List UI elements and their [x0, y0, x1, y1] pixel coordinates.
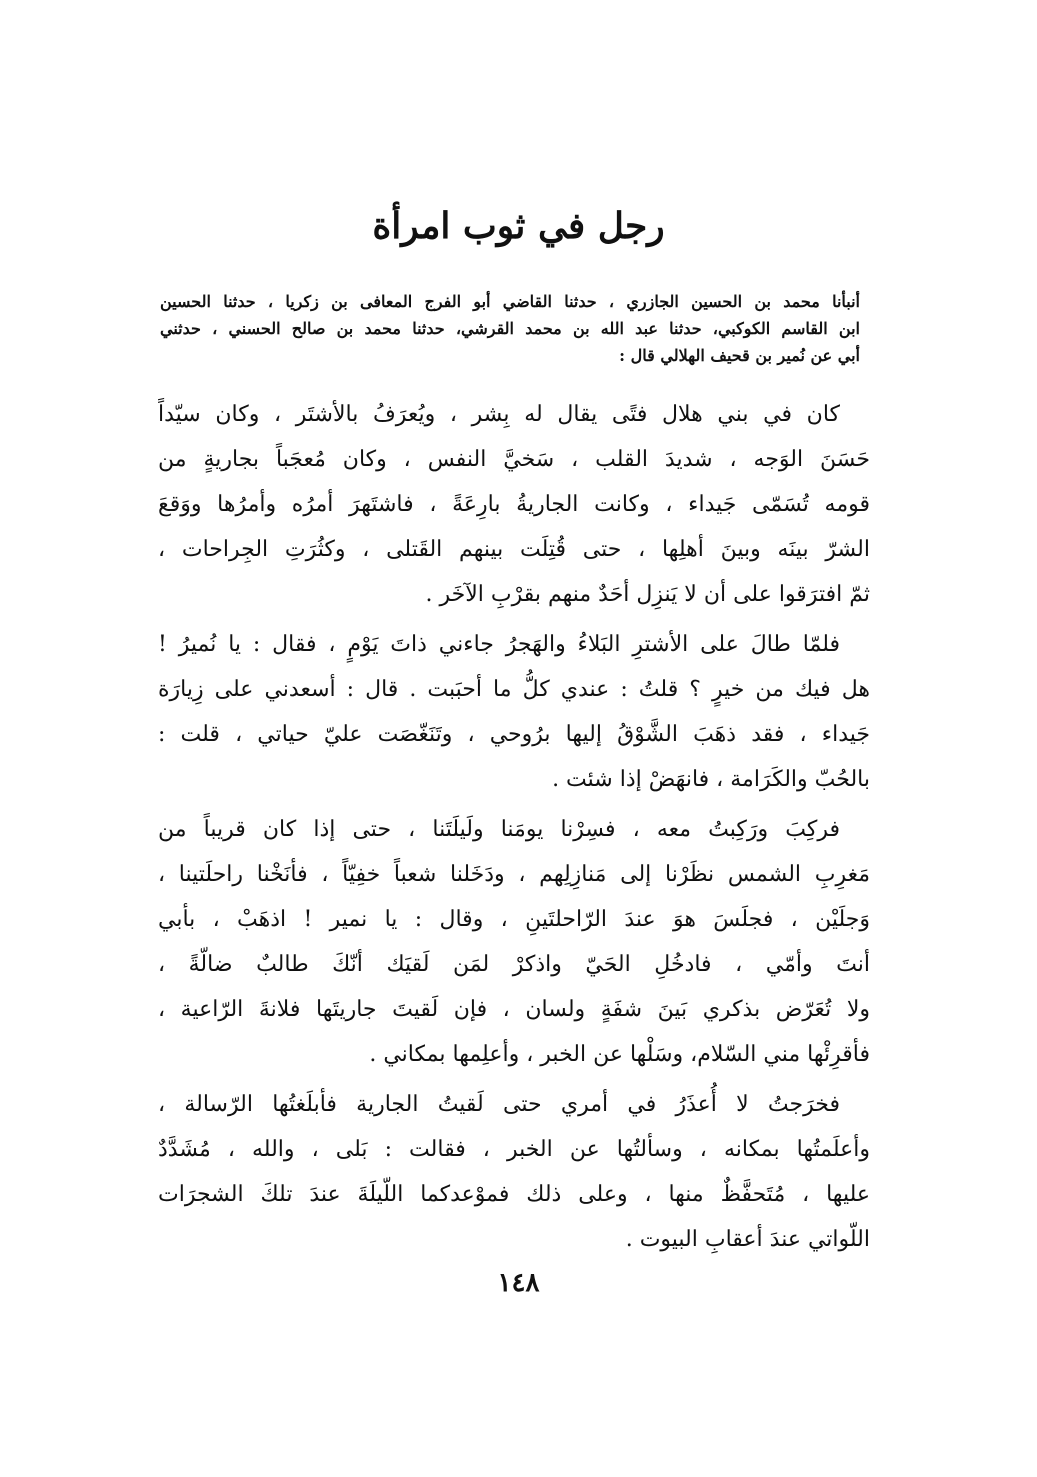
text-line: الشرّ بينَه وبينَ أهلِها ، حتى قُتِلَت بينهم القَتلى ، وكثُرَتِ الجِراحات ،: [158, 537, 870, 562]
isnad-line: أنبأنا محمد بن الحسين الجازري ، حدثنا القاضي أبو الفرج المعافى بن زكريا ، حدثنا الحسين: [160, 292, 860, 311]
page-number: ١٤٨: [497, 1268, 540, 1298]
isnad-line: ابن القاسم الكوكبي، حدثنا عبد الله بن محمد القرشي، حدثنا محمد بن صالح الحسني ، حدثني: [160, 319, 860, 338]
paragraph-4: [158, 1082, 870, 1262]
text-line: أنتَ وأمّي ، فادخُلِ الحَيّ واذكرْ لمَن لَقيَك أنّكَ طالبٌ ضالّةً ،: [158, 952, 870, 977]
text-line: جَيداء ، فقد ذهَبَ الشَّوْقُ إليها برُوحي ، وتَنَغّصَت عليّ حياتي ، قلت :: [158, 722, 870, 747]
isnad-chain: [160, 288, 860, 369]
paragraph-2: [158, 622, 870, 802]
text-line: عليها ، مُتَحفَّظٌ منها ، وعلى ذلك فموْعدكما اللّيلَةَ عندَ تلكَ الشجرَات: [158, 1182, 870, 1207]
text-line: وَجلَيْن ، فجلَسَ هوَ عندَ الرّاحلتَينِ ، وقال : يا نمير ! اذهَبْ ، بأبي: [158, 907, 870, 932]
text-line: قومه تُسَمّى جَيداء ، وكانت الجاريةُ بارِعَةً ، فاشتَهرَ أمرُه وأمرُها ووَقعَ: [158, 492, 870, 517]
text-line: فخرَجتُ لا أُعذَرُ في أمري حتى لَقيتُ الجارية فأبلَغتُها الرّسالة ،: [158, 1092, 840, 1117]
text-line: كان في بني هلال فتًى يقال له بِشر ، ويُعرَفُ بالأشتَر ، وكان سيّداً: [158, 402, 840, 427]
text-line: ثمّ افترَقوا على أن لا يَنزِل أحَدٌ منهم بقرْبِ الآخَر .: [425, 582, 870, 607]
text-line: فركِبَ ورَكِبتُ معه ، فسِرْنا يومَنا ولَيلَتَنا ، حتى إذا كان قريباً من: [158, 817, 840, 842]
text-line: بالحُبّ والكَرَامة ، فانهَضْ إذا شئت .: [552, 767, 870, 792]
text-line: فأقرِئْها مني السّلام، وسَلْها عن الخبر ، وأعلِمها بمكاني .: [369, 1042, 870, 1067]
paragraph-3: [158, 807, 870, 1077]
text-line: وأعلَمتُها بمكانه ، وسألتُها عن الخبر ، فقالت : بَلى ، والله ، مُشَدَّدٌ: [158, 1137, 870, 1162]
text-line: هل فيك من خيرٍ ؟ قلتُ : عندي كلُّ ما أحبَبت . قال : أسعدني على زِيارَة: [158, 677, 870, 702]
paragraph-1: [158, 392, 870, 617]
chapter-title: رجل في ثوب امرأة: [372, 205, 665, 247]
text-line: مَغرِبِ الشمس نظَرْنا إلى مَنازِلِهم ، ودَخَلنا شعباً خفِيّاً ، فأنَخْنا راحلَتينا ،: [158, 862, 870, 887]
text-line: اللّواتي عندَ أعقابِ البيوت .: [625, 1227, 870, 1252]
text-line: فلمّا طالَ على الأشترِ البَلاءُ والهَجرُ جاءني ذاتَ يَوْمٍ ، فقال : يا نُميرُ !: [158, 632, 840, 657]
isnad-line: أبي عن نُمير بن قحيف الهلالي قال :: [619, 346, 860, 365]
text-line: ولا تُعَرّض بذكري بَينَ شفَةٍ ولسان ، فإن لَقيتَ جاريتَها فلانةَ الرّاعية ،: [158, 997, 870, 1022]
body-text: [158, 392, 870, 1267]
text-line: حَسَنَ الوَجه ، شديدَ القلب ، سَخيَّ النفس ، وكان مُعجَباً بجاريةٍ من: [158, 447, 870, 472]
